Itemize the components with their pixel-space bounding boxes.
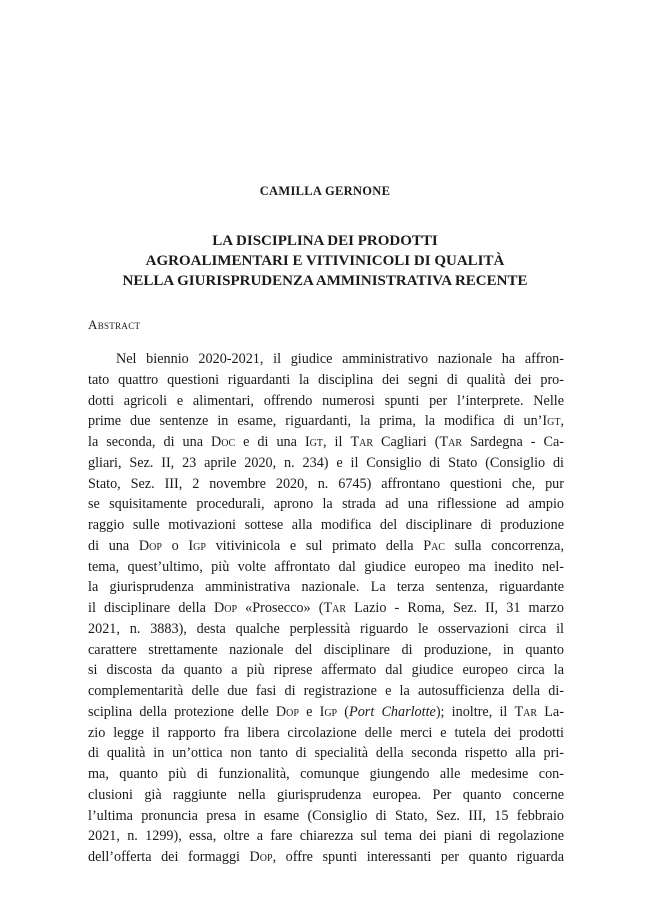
abstract-line: di qualità in un’ottica non tanto di specialità della seconda rispetto alla pri- [88,745,564,762]
abstract-line: clusioni già raggiunte nella giurisprudenza europea. Per quanto concerne [88,786,564,803]
abstract-line: la giurisprudenza amministrativa nazionale. La terza sentenza, riguardante [88,579,564,596]
article-title [60,231,590,291]
abstract-line: raggio sulle motivazioni sottese alla modifica del disciplinare di produzione [88,517,564,533]
title-line: NELLA GIURISPRUDENZA AMMINISTRATIVA RECENTE [122,273,528,289]
abstract-line: tato quattro questioni riguardanti la disciplina dei segni di qualità dei pro- [88,371,564,388]
abstract-line: ma, quanto più di funzionalità, comunque giungendo alle medesime con- [88,766,564,782]
abstract-line: il disciplinare della Dop «Prosecco» (Tar Lazio - Roma, Sez. II, 31 marzo [88,600,564,616]
abstract-line: l’ultima pronuncia presa in esame (Consiglio di Stato, Sez. III, 15 febbraio [88,807,564,824]
abstract-line: complementarità delle due fasi di registrazione e la autosufficienza della di- [88,683,564,699]
author-name: CAMILLA GERNONE [259,184,391,198]
abstract-line: tema, quest’ultimo, più volte affrontato dal giudice europeo ma inedito nel- [88,558,564,575]
title-line: AGROALIMENTARI E VITIVINICOLI DI QUALITÀ [145,253,505,269]
abstract-line: Nel biennio 2020-2021, il giudice amministrativo nazionale ha affron- [116,351,564,367]
abstract-line: la seconda, di una Doc e di una Igt, il Tar Cagliari (Tar Sardegna - Ca- [88,434,564,450]
abstract-line: se squisitamente procedurali, aprono la strada ad una riflessione ad ampio [88,496,564,513]
abstract-line: di una Dop o Igp vitivinicola e sul primato della Pac sulla concorrenza, [88,537,565,554]
abstract-line: zio legge il rapporto fra libera circolazione delle merci e tutela dei prodotti [88,724,564,741]
abstract-line: prime due sentenze in esame, riguardanti, la prima, la modifica di un’Igt, [88,413,564,430]
abstract-line: sciplina della protezione delle Dop e Igp (Port Charlotte); inoltre, il Tar La- [88,703,564,720]
abstract-line: dell’offerta dei formaggi Dop, offre spunti interessanti per quanto riguarda [88,849,564,865]
abstract-line: Stato, Sez. III, 2 novembre 2020, n. 6745) affrontano questioni che, pur [88,475,564,492]
abstract-line: 2021, n. 1299), essa, oltre a fare chiarezza sul tema dei piani di regolazione [88,828,564,845]
abstract-line: gliari, Sez. II, 23 aprile 2020, n. 234) e il Consiglio di Stato (Consiglio di [88,454,564,471]
abstract-heading: Abstract [88,317,141,332]
abstract-line: si discosta da quanto a più riprese affermato dal giudice europeo circa la [88,662,564,679]
abstract-line: carattere strettamente nazionale del disciplinare di produzione, in quanto [88,641,564,658]
abstract-line: dotti agricoli e alimentari, offrendo numerosi spunti per l’interprete. Nelle [88,392,564,409]
abstract-paragraph [88,349,564,868]
abstract-line: 2021, n. 3883), desta qualche perplessità riguardo le osservazioni circa il [88,620,564,637]
title-line: LA DISCIPLINA DEI PRODOTTI [212,233,438,249]
